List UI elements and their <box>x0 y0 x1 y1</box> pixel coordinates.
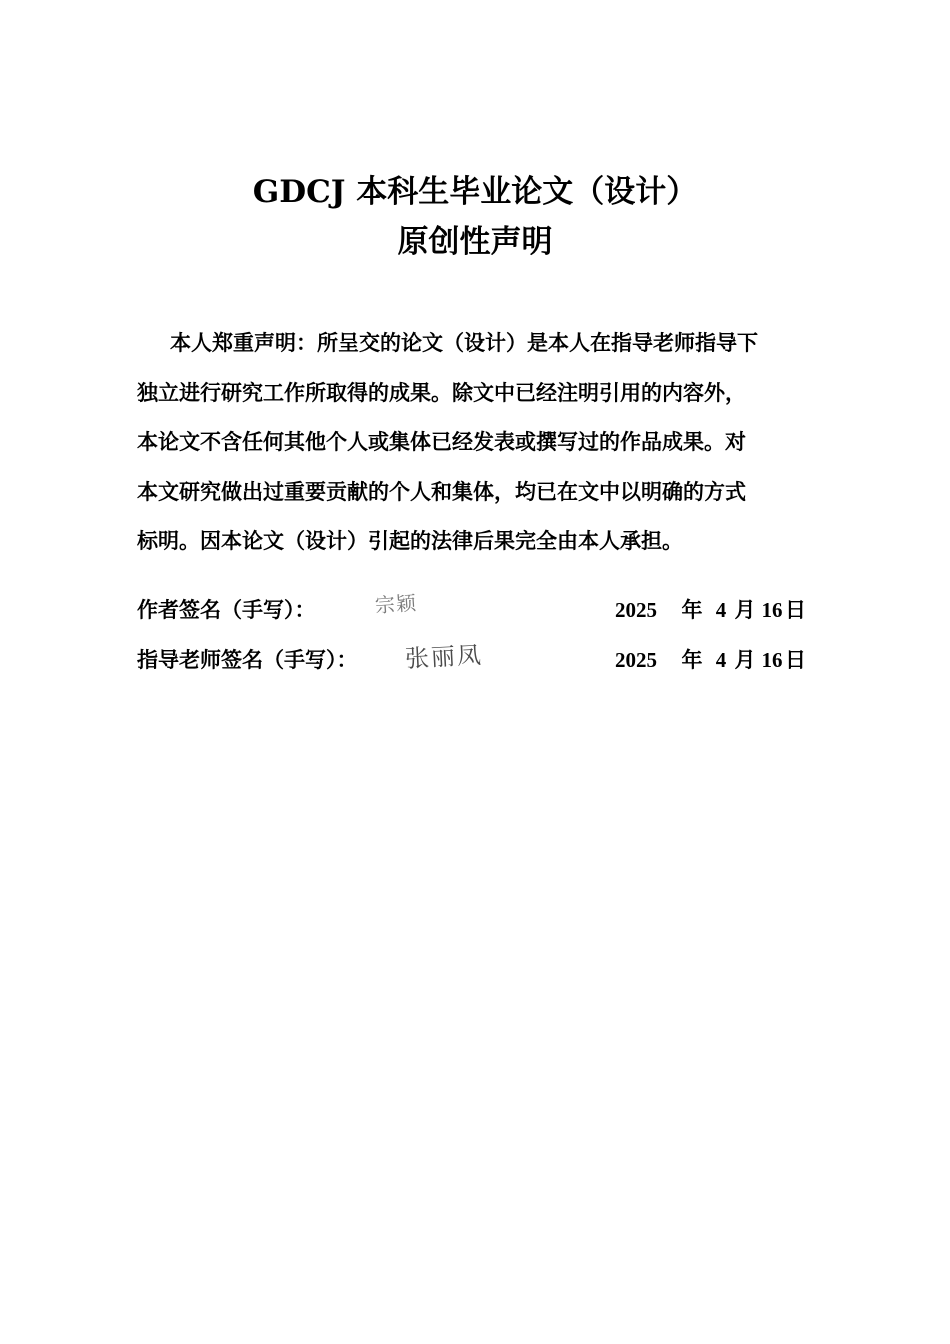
date-day: 16 <box>761 598 783 622</box>
author-signature-row <box>137 590 827 630</box>
declaration-line: 本文研究做出过重要贡献的个人和集体，均已在文中以明确的方式 <box>137 478 746 504</box>
date-day: 16 <box>761 648 783 672</box>
author-signature-date <box>615 590 806 630</box>
declaration-line: 标明。因本论文（设计）引起的法律后果完全由本人承担。 <box>137 528 683 553</box>
advisor-signature-row <box>137 640 827 680</box>
date-day-unit: 日 <box>785 598 806 622</box>
declaration-line: 本人郑重声明：所呈交的论文（设计）是本人在指导老师指导下 <box>170 330 758 355</box>
date-month: 4 <box>715 648 727 672</box>
advisor-handwritten-signature: 张丽凤 <box>404 640 484 674</box>
declaration-line: 独立进行研究工作所取得的成果。除文中已经注明引用的内容外， <box>137 379 746 405</box>
document-title: GDCJ 本科生毕业论文（设计） <box>252 174 698 210</box>
date-year: 2025 <box>615 648 657 672</box>
declaration-paragraph <box>137 318 837 566</box>
author-signature-label: 作者签名（手写）： <box>137 597 316 622</box>
date-month-unit: 月 <box>734 648 756 672</box>
date-year: 2025 <box>615 598 657 622</box>
advisor-signature-label: 指导老师签名（手写）： <box>137 647 358 672</box>
date-year-unit: 年 <box>681 598 703 622</box>
declaration-line: 本论文不含任何其他个人或集体已经发表或撰写过的作品成果。对 <box>137 429 746 454</box>
date-day-unit: 日 <box>785 648 806 672</box>
date-month-unit: 月 <box>734 598 756 622</box>
date-month: 4 <box>715 598 727 622</box>
advisor-signature-date <box>615 640 806 680</box>
document-subtitle: 原创性声明 <box>397 224 553 260</box>
author-handwritten-signature: 宗颖 <box>374 590 418 618</box>
date-year-unit: 年 <box>681 648 703 672</box>
